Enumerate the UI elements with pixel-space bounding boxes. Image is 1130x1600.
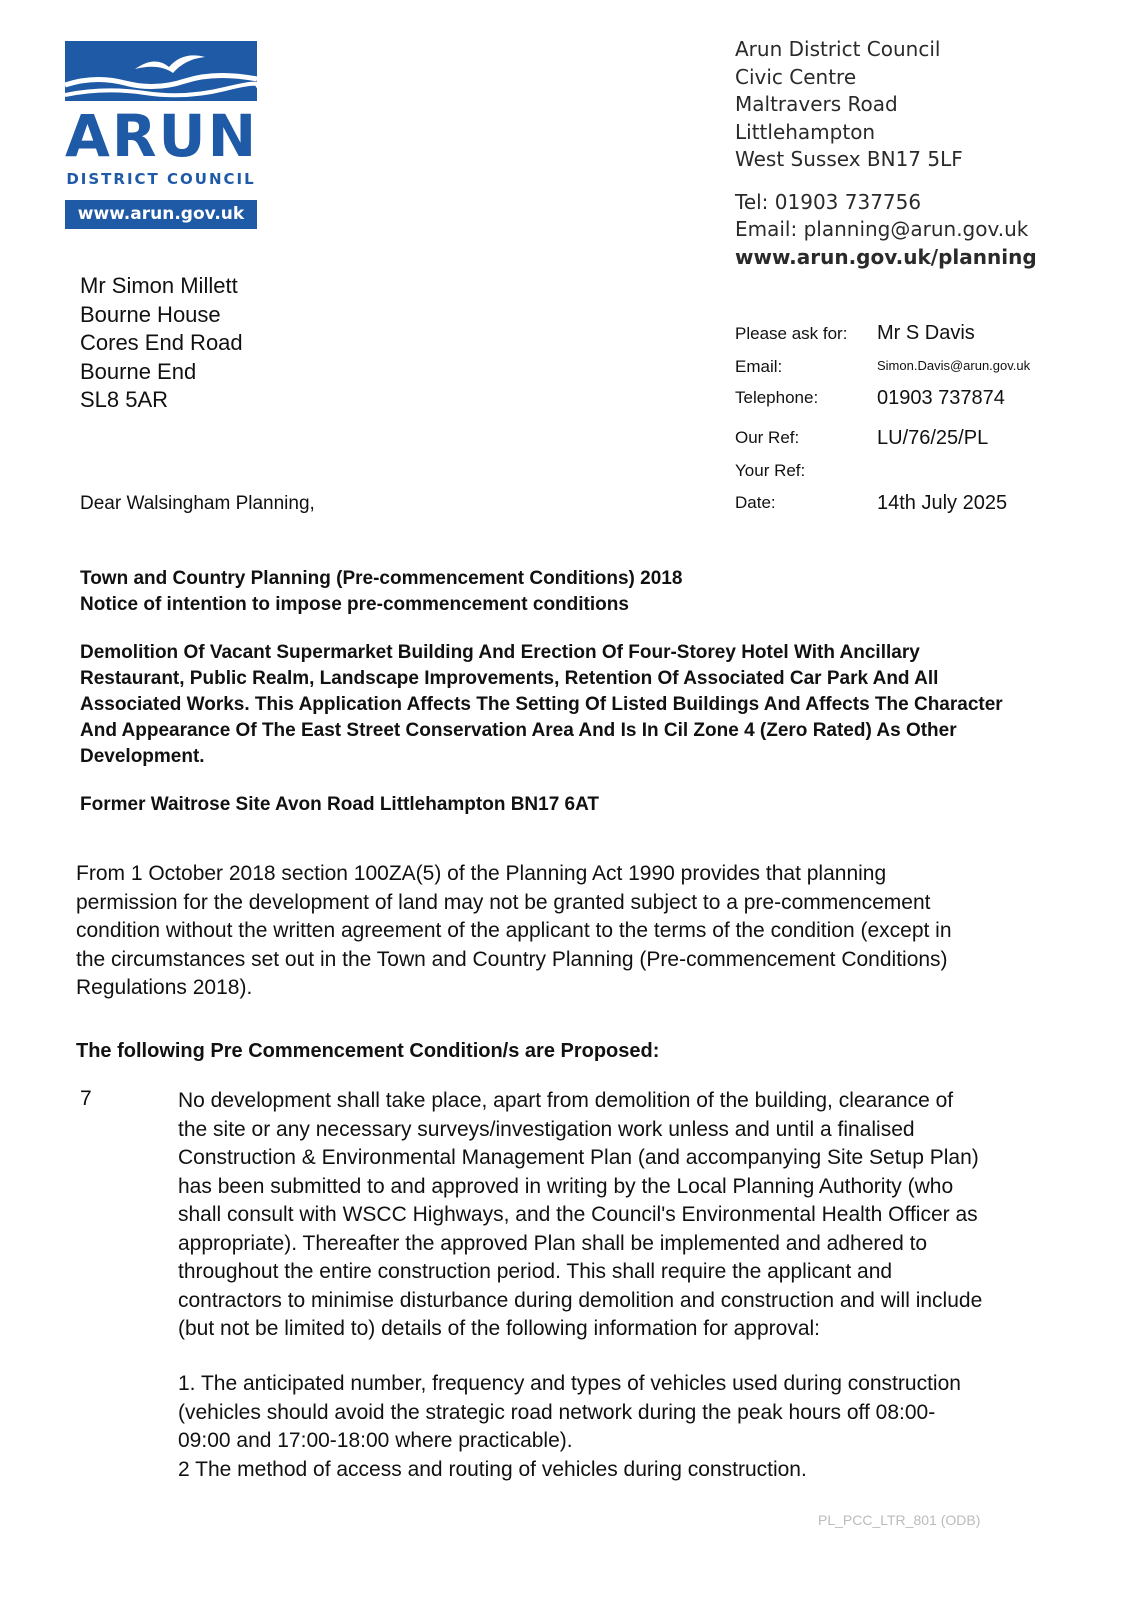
condition-line: (but not be limited to) details of the following information for approval: [178, 1317, 821, 1340]
logo-subtitle: DISTRICT COUNCIL [66, 170, 256, 188]
recipient-line: Cores End Road [80, 330, 243, 355]
council-email[interactable]: Email: planning@arun.gov.uk [735, 217, 1029, 241]
council-address-line: West Sussex BN17 5LF [735, 147, 963, 171]
heading-line: Town and Country Planning (Pre-commencement Conditions) 2018 [80, 568, 683, 589]
council-web[interactable]: www.arun.gov.uk/planning [735, 244, 1037, 269]
condition-line: Construction & Environmental Management Plan (and accompanying Site Setup Plan) [178, 1146, 979, 1169]
our-ref-value: LU/76/25/PL [877, 427, 989, 449]
description-line: Restaurant, Public Realm, Landscape Improvements, Retention Of Associated Car Park And All [80, 668, 939, 689]
arun-logo [65, 41, 257, 233]
date-value: 14th July 2025 [877, 492, 1008, 514]
paragraph-line: Regulations 2018). [76, 976, 253, 999]
council-address-line: Civic Centre [735, 64, 857, 89]
our-ref-label: Our Ref: [735, 428, 800, 447]
telephone-label: Telephone: [735, 388, 819, 407]
council-tel: Tel: 01903 737756 [735, 189, 922, 214]
council-address-line: Littlehampton [735, 119, 876, 144]
condition-line: appropriate). Thereafter the approved Plan shall be implemented and adhered to [178, 1231, 928, 1255]
heading-line: Notice of intention to impose pre-commencement conditions [80, 594, 629, 615]
list-item: 1. The anticipated number, frequency and types of vehicles used during construction [178, 1372, 961, 1395]
description-line: Demolition Of Vacant Supermarket Building And Erection Of Four-Storey Hotel With Ancillary [80, 642, 920, 663]
council-address-line: Maltravers Road [735, 92, 898, 116]
proposed-conditions-heading: The following Pre Commencement Condition/s are Proposed: [76, 1040, 660, 1062]
description-line: And Appearance Of The East Street Conservation Area And Is In Cil Zone 4 (Zero Rated) As Other [80, 720, 957, 741]
list-item: 09:00 and 17:00-18:00 where practicable). [178, 1429, 573, 1452]
description-line: Associated Works. This Application Affects The Setting Of Listed Buildings And Affects The Character [80, 694, 1003, 715]
condition-line: shall consult with WSCC Highways, and the Council's Environmental Health Officer as [178, 1203, 978, 1226]
recipient-line: Bourne House [80, 301, 221, 327]
condition-line: No development shall take place, apart from demolition of the building, clearance of [178, 1089, 954, 1112]
recipient-line: Bourne End [80, 358, 197, 384]
condition-line: has been submitted to and approved in writing by the Local Planning Authority (who [178, 1174, 954, 1198]
condition-list [178, 1370, 1078, 1484]
recipient-line: Mr Simon Millett [80, 273, 238, 298]
paragraph-line: condition without the written agreement of the applicant to the terms of the condition (except in [76, 919, 952, 942]
logo-url[interactable]: www.arun.gov.uk [65, 200, 257, 229]
site-address: Former Waitrose Site Avon Road Littlehampton BN17 6AT [80, 794, 600, 815]
date-label: Date: [735, 493, 776, 512]
ask-for-value: Mr S Davis [877, 322, 975, 344]
your-ref-label: Your Ref: [735, 461, 806, 480]
development-description [80, 640, 1080, 770]
recipient-address [80, 272, 243, 415]
paragraph-line: the circumstances set out in the Town and Country Planning (Pre-commencement Conditions) [76, 947, 948, 971]
intro-paragraph [76, 860, 1066, 1003]
condition-text [178, 1087, 1078, 1344]
letter-heading [80, 566, 682, 618]
condition-line: throughout the entire construction period. This shall require the applicant and [178, 1260, 893, 1283]
logo-wordmark: ARUN [65, 102, 259, 170]
paragraph-line: From 1 October 2018 section 100ZA(5) of the Planning Act 1990 provides that planning [76, 862, 887, 885]
council-address-line: Arun District Council [735, 37, 941, 61]
council-address-block [735, 36, 1037, 271]
list-item: 2 The method of access and routing of vehicles during construction. [178, 1457, 807, 1481]
telephone-value: 01903 737874 [877, 387, 1005, 409]
condition-line: the site or any necessary surveys/investigation work unless and until a finalised [178, 1117, 915, 1141]
description-line: Development. [80, 746, 205, 767]
email-value[interactable]: Simon.Davis@arun.gov.uk [877, 358, 1031, 373]
condition-number: 7 [80, 1087, 92, 1110]
footer-reference: PL_PCC_LTR_801 (ODB) [818, 1512, 981, 1528]
ask-for-label: Please ask for: [735, 324, 848, 343]
greeting: Dear Walsingham Planning, [80, 493, 315, 514]
recipient-line: SL8 5AR [80, 387, 169, 412]
email-label: Email: [735, 357, 783, 376]
paragraph-line: permission for the development of land may not be granted subject to a pre-commencement [76, 890, 931, 914]
list-item: (vehicles should avoid the strategic road network during the peak hours off 08:00- [178, 1400, 936, 1424]
logo-banner [65, 41, 257, 101]
seagull-icon [65, 41, 257, 101]
condition-line: contractors to minimise disturbance during demolition and construction and will include [178, 1288, 983, 1312]
